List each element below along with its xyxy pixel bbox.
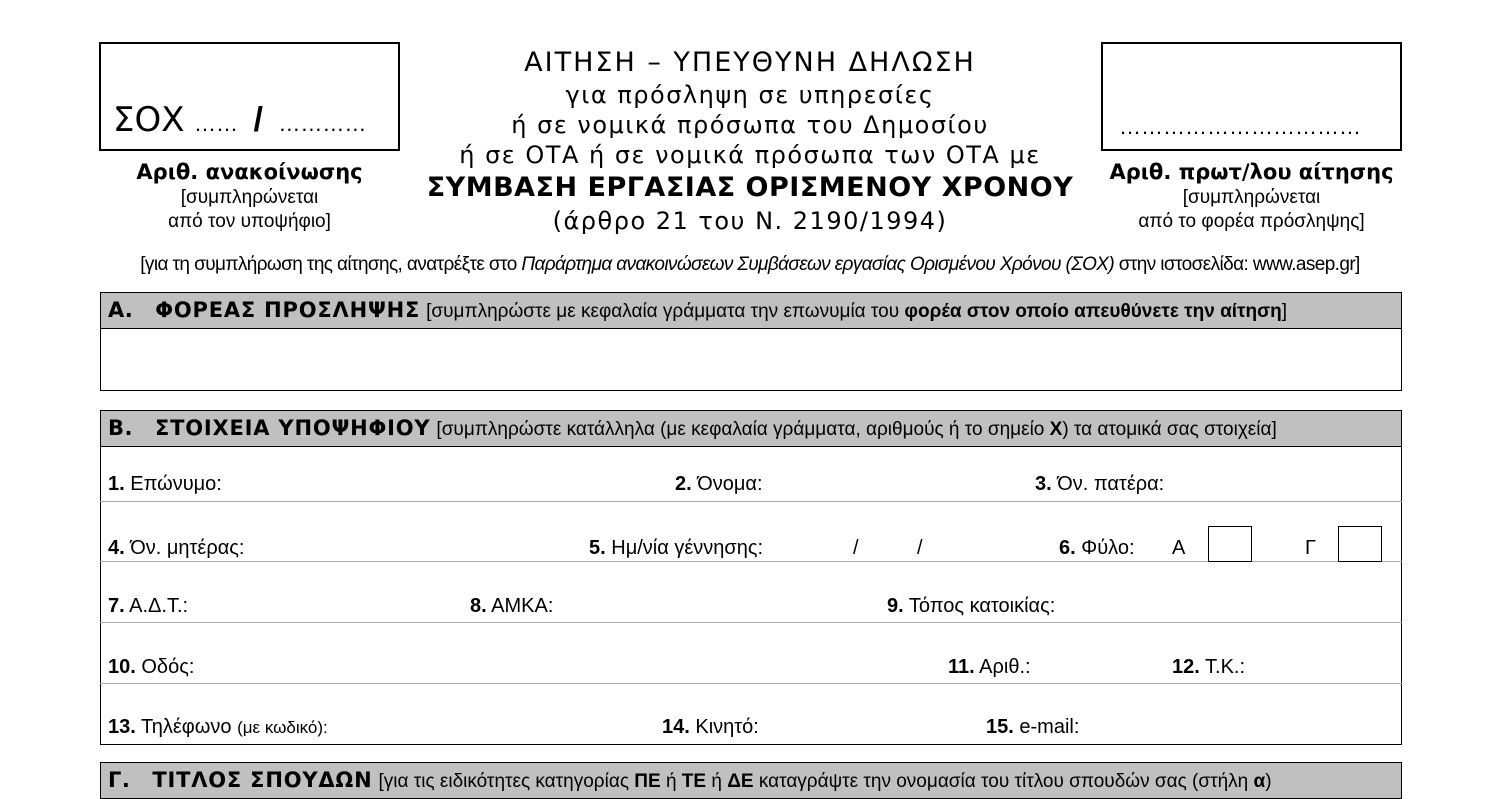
section-c-pe: ΠΕ xyxy=(634,771,661,792)
field-12-label: Τ.Κ.: xyxy=(1205,656,1246,678)
sox-prefix: ΣΟΧ xyxy=(113,100,185,140)
title-law-reference: (άρθρο 21 του Ν. 2190/1994) xyxy=(552,207,948,235)
field-14-number: 14. xyxy=(662,716,690,738)
section-b-note xyxy=(436,419,1276,440)
title-contract-type: ΣΥΜΒΑΣΗ ΕΡΓΑΣΙΑΣ ΟΡΙΣΜΕΝΟΥ ΧΡΟΝΟΥ xyxy=(426,172,1074,203)
field-10-number: 10. xyxy=(108,656,136,678)
section-b-note-after: ) τα ατομικά σας στοιχεία] xyxy=(1062,419,1277,440)
announcement-label-title: Αριθ. ανακοίνωσης xyxy=(136,160,363,184)
field-9-label: Τόπος κατοικίας: xyxy=(908,595,1056,617)
section-b-note-bold: Χ xyxy=(1049,419,1063,440)
announcement-label-note-1: [συμπληρώνεται xyxy=(180,187,319,208)
announcement-slash: / xyxy=(253,101,263,139)
instruction-annex-link: Παράρτημα ανακοινώσεων Συμβάσεων εργασίας Ορισμένου Χρόνου (ΣΟΧ) xyxy=(521,254,1115,275)
section-a-note xyxy=(426,301,1287,322)
field-13-number: 13. xyxy=(108,716,136,738)
title-line-3: ή σε νομικά πρόσωπα του Δημοσίου xyxy=(511,111,989,139)
field-6-number: 6. xyxy=(1059,537,1076,559)
section-c-or-1: ή xyxy=(660,771,682,792)
father-name-field[interactable] xyxy=(1035,473,1164,496)
field-7-label: Α.Δ.Τ.: xyxy=(129,595,189,617)
title-line-4: ή σε ΟΤΑ ή σε νομικά πρόσωπα των ΟΤΑ με xyxy=(459,141,1041,169)
announcement-dots-2: ………… xyxy=(278,111,367,136)
street-field[interactable] xyxy=(108,656,194,679)
section-a-note-after: ] xyxy=(1281,301,1288,322)
protocol-dots: …………………………… xyxy=(1119,114,1361,139)
section-b-note-before: [συμπληρώστε κατάλληλα (με κεφαλαία γράμματα, αριθμούς ή το σημείο xyxy=(436,419,1050,440)
protocol-label-note-2: από το φορέα πρόσληψης] xyxy=(1138,211,1365,232)
employer-name-field[interactable] xyxy=(100,328,1402,391)
instruction-text-before: [για τη συμπλήρωση της αίτησης, ανατρέξτε στο xyxy=(140,254,522,275)
section-c-or-2: ή xyxy=(706,771,728,792)
amka-field[interactable] xyxy=(470,595,553,618)
field-11-number: 11. xyxy=(948,656,975,678)
row-divider-4 xyxy=(100,683,1402,684)
section-a-header xyxy=(100,292,1402,329)
field-2-label: Όνομα: xyxy=(697,473,763,495)
section-b-header xyxy=(100,410,1402,447)
field-6-label: Φύλο: xyxy=(1081,537,1135,559)
announcement-label-note-2: από τον υποψήφιο] xyxy=(168,211,331,232)
field-2-number: 2. xyxy=(675,473,692,495)
protocol-label-title: Αριθ. πρωτ/λου αίτησης xyxy=(1109,160,1394,184)
gender-option-g-checkbox[interactable] xyxy=(1338,526,1382,562)
field-5-label: Ημ/νία γέννησης: xyxy=(611,537,764,559)
field-12-number: 12. xyxy=(1172,656,1200,678)
field-13-label: Τηλέφωνο xyxy=(141,716,232,738)
residence-field[interactable] xyxy=(887,595,1055,618)
section-a-note-bold: φορέα στον οποίο απευθύνετε την αίτηση xyxy=(904,301,1282,322)
mother-name-field[interactable] xyxy=(108,537,244,560)
section-b-letter: Β. xyxy=(108,416,133,440)
section-a-letter: Α. xyxy=(108,298,134,322)
birth-date-field[interactable] xyxy=(589,537,763,560)
section-c-header xyxy=(100,762,1402,799)
mobile-field[interactable] xyxy=(662,716,759,739)
street-number-field[interactable] xyxy=(948,656,1031,679)
field-7-number: 7. xyxy=(108,595,125,617)
section-c-title: ΤΙΤΛΟΣ ΣΠΟΥΔΩΝ xyxy=(152,768,373,792)
phone-field[interactable] xyxy=(108,716,328,739)
field-5-number: 5. xyxy=(589,537,606,559)
field-4-label: Όν. μητέρας: xyxy=(130,537,245,559)
section-c-note-after: καταγράψτε την ονομασία του τίτλου σπουδών σας (στήλη xyxy=(753,771,1254,792)
row-divider-3 xyxy=(100,622,1402,623)
announcement-dots-1: …… xyxy=(194,111,238,136)
first-name-field[interactable] xyxy=(675,473,763,496)
field-3-number: 3. xyxy=(1035,473,1052,495)
section-c-te: ΤΕ xyxy=(681,771,707,792)
section-c-end: ) xyxy=(1265,771,1272,792)
protocol-label xyxy=(1101,158,1402,234)
instruction-text-after: στην ιστοσελίδα: www.asep.gr] xyxy=(1114,254,1360,275)
field-1-label: Επώνυμο: xyxy=(130,473,222,495)
birth-date-separator-1: / xyxy=(853,537,859,559)
protocol-label-note-1: [συμπληρώνεται xyxy=(1182,187,1321,208)
section-c-note xyxy=(378,771,1271,792)
section-b-title: ΣΤΟΙΧΕΙΑ ΥΠΟΨΗΦΙΟΥ xyxy=(154,416,431,440)
field-8-label: ΑΜΚΑ: xyxy=(491,595,554,617)
section-a-title: ΦΟΡΕΑΣ ΠΡΟΣΛΗΨΗΣ xyxy=(155,298,421,322)
instruction-line xyxy=(60,254,1440,276)
field-11-label: Αριθ.: xyxy=(979,656,1031,678)
row-divider-2 xyxy=(100,561,1402,562)
id-card-field[interactable] xyxy=(108,595,188,618)
announcement-label xyxy=(99,158,400,234)
section-c-letter: Γ. xyxy=(108,768,131,792)
field-13-hint: (με κωδικό): xyxy=(237,718,328,737)
email-field[interactable] xyxy=(986,716,1079,739)
birth-date-separator-2: / xyxy=(917,537,923,559)
gender-option-a-label: Α xyxy=(1172,537,1186,559)
field-15-number: 15. xyxy=(986,716,1014,738)
field-9-number: 9. xyxy=(887,595,904,617)
row-divider-1 xyxy=(100,501,1402,502)
section-c-alpha: α xyxy=(1253,771,1266,792)
gender-field xyxy=(1059,537,1135,560)
field-15-label: e-mail: xyxy=(1019,716,1080,738)
title-line-2: για πρόσληψη σε υπηρεσίες xyxy=(565,81,935,109)
surname-field[interactable] xyxy=(108,473,222,496)
postal-code-field[interactable] xyxy=(1172,656,1245,679)
field-3-label: Όν. πατέρα: xyxy=(1057,473,1165,495)
field-1-number: 1. xyxy=(108,473,125,495)
gender-option-g-label: Γ xyxy=(1305,537,1317,559)
field-14-label: Κινητό: xyxy=(695,716,759,738)
section-a-note-before: [συμπληρώστε με κεφαλαία γράμματα την επωνυμία του xyxy=(426,301,905,322)
title-line-1: ΑΙΤΗΣΗ – ΥΠΕΥΘΥΝΗ ΔΗΛΩΣΗ xyxy=(524,47,976,78)
protocol-number-box[interactable] xyxy=(1101,42,1402,151)
section-c-note-before: [για τις ειδικότητες κατηγορίας xyxy=(378,771,635,792)
field-4-number: 4. xyxy=(108,537,125,559)
gender-option-a-checkbox[interactable] xyxy=(1208,526,1252,562)
form-title xyxy=(420,46,1080,236)
announcement-number-box[interactable] xyxy=(99,42,400,151)
field-8-number: 8. xyxy=(470,595,487,617)
field-10-label: Οδός: xyxy=(141,656,195,678)
section-c-de: ΔΕ xyxy=(727,771,754,792)
